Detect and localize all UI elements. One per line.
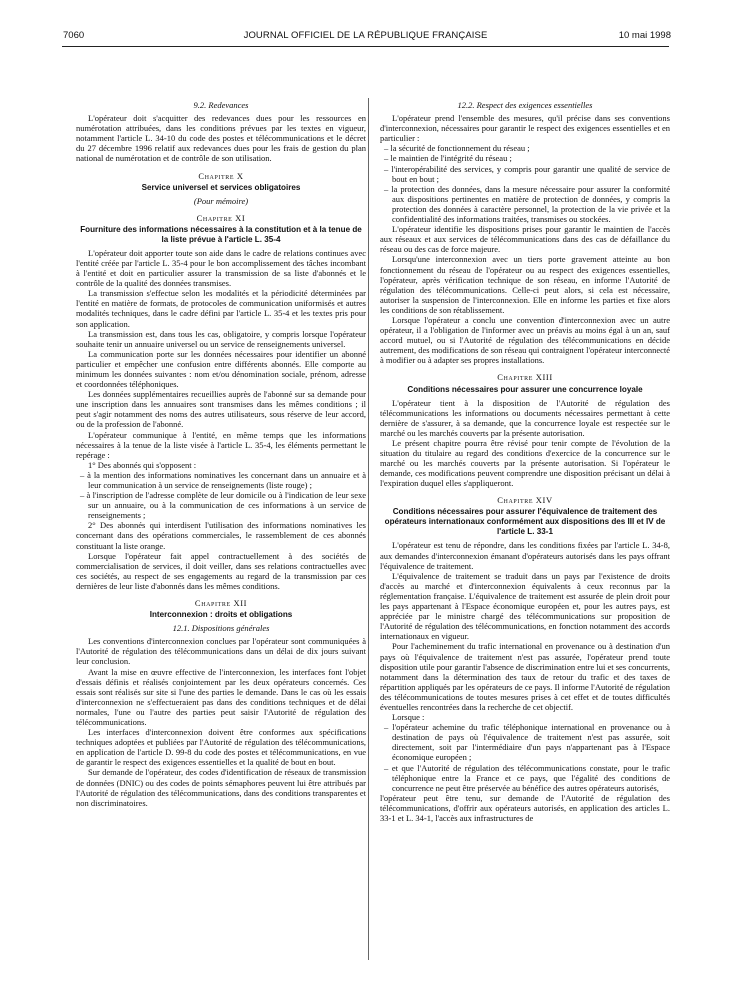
paragraph: L'opérateur est tenu de répondre, dans les conditions fixées par l'article L. 34-8, aux demandes d'interconnexion émanant d'opérateurs autorisés dans les pays offrant l'équivalence de traitement. bbox=[380, 540, 670, 571]
paragraph: Le présent chapitre pourra être révisé pour tenir compte de l'évolution de la situation du titulaire au regard des conditions d'exercice de la concurrence sur le marché ou les marchés couverts par la présente autorisation. Si l'opérateur le demande, ces modifications peuvent comprendre une disposition précisant un délai à l'expiration duquel elles s'appliqueront. bbox=[380, 437, 670, 489]
chapter-label-xi: Chapitre XI bbox=[196, 212, 246, 223]
paragraph: La transmission s'effectue selon les modalités et la périodicité déterminées par l'entité en matière de formats, de protocoles de communication uniformisés et autres modalités techniques, dans le cadre défini par l'article L. 35-4 et les textes pris pour son application. bbox=[76, 288, 366, 329]
list-item: – la sécurité de fonctionnement du réseau ; bbox=[384, 143, 530, 154]
chapter-label-xiii: Chapitre XIII bbox=[497, 372, 553, 383]
list-item: – la protection des données, dans la mesure nécessaire pour assurer la conformité aux dispositions pertinentes en matière de protection de données, y compris la protection des données à caractère personnel, la protection de la vie privée et la confidentialité des informations traitées, transmises ou stockées. bbox=[384, 183, 670, 225]
issue-date: 10 mai 1998 bbox=[618, 30, 671, 41]
paragraph: l'opérateur peut être tenu, sur demande de l'Autorité de régulation des télécommunications, d'offrir aux opérateurs autorisés, en application des articles L. 33-1 et L. 34-1, l'accès aux infrastructures de bbox=[380, 792, 670, 823]
paragraph: L'opérateur identifie les dispositions prises pour garantir le maintien de l'accès aux réseaux et aux services de télécommunications dans des cas de défaillance du réseau ou des cas de force majeure. bbox=[380, 224, 670, 255]
chapter-title-xii: Interconnexion : droits et obligations bbox=[149, 610, 293, 620]
paragraph: L'opérateur tient à la disposition de l'Autorité de régulation des télécommunications les informations ou documents nécessaires permettant à cette dernière de s'assurer, à sa demande, que la concurrence loyale est respectée sur le marché ou les marchés couverts par la présente autorisation. bbox=[380, 397, 670, 438]
paragraph: Les conventions d'interconnexion conclues par l'opérateur sont communiquées à l'Autorité de régulation des télécommunications dans un délai de dix jours suivant leur conclusion. bbox=[76, 636, 366, 667]
header-rule bbox=[62, 46, 669, 47]
paragraph: L'opérateur doit s'acquitter des redevances dues pour les ressources en numérotation attribuées, dans les conditions prévues par les textes en vigueur, notamment l'article L. 34-10 du code des postes et télécommunications et le décret du 27 décembre 1996 relatif aux redevances dues pour les frais de gestion du plan national de numérotation et de contrôle de son utilisation. bbox=[76, 113, 366, 164]
paragraph: Lorsqu'une interconnexion avec un tiers porte gravement atteinte au bon fonctionnement du réseau de l'opérateur ou au respect des exigences essentielles, l'opérateur, après vérification technique de son réseau, en informe l'Autorité de régulation des télécommunications. Celle-ci peut alors, si cela est nécessaire, autoriser la suspension de l'interconnexion. Elle en informe les parties et fixe alors les conditions de son rétablissement. bbox=[380, 254, 670, 315]
chapter-label-xii: Chapitre XII bbox=[194, 598, 248, 609]
paragraph: Les interfaces d'interconnexion doivent être conformes aux spécifications techniques adoptées et publiées par l'Autorité de régulation des télécommunications, en application de l'article D. 99-8 du code des postes et télécommunications, en vue de garantir le respect des exigences essentielles et la qualité de bout en bout. bbox=[76, 727, 366, 768]
paragraph: L'opérateur doit apporter toute son aide dans le cadre de relations continues avec l'entité créée par l'article L. 35-4 pour le bon accomplissement des tâches incombant à l'entité et doit en particulier assurer la transmission de sa liste d'abonnés et le contrôle de la qualité des données transmises. bbox=[76, 247, 366, 289]
right-column bbox=[380, 98, 670, 964]
paragraph: L'équivalence de traitement se traduit dans un pays par l'existence de droits d'accès au marché et d'interconnexion équivalents à ceux reconnus par la réglementation française. L'équivalence de traitement est assurée de plein droit pour les pays appartenant à l'Espace économique européen et, pour les autres pays, est appréciée par le ministre chargé des télécommunications sur proposition de l'Autorité de régulation des télécommunications, en fonction notamment des accords internationaux en vigueur. bbox=[380, 570, 670, 642]
section-title-12-1: 12.1. Dispositions générales bbox=[172, 623, 270, 634]
paragraph: Lorsque : bbox=[392, 712, 425, 723]
page-number: 7060 bbox=[63, 30, 85, 41]
paragraph: La communication porte sur les données nécessaires pour identifier un abonné particulier et empêcher une confusion entre différents abonnés. Elle comporte au minimum les données suivantes : nom et/ou dénomination sociale, prénom, adresse et coordonnées téléphoniques. bbox=[76, 348, 366, 390]
paragraph: Avant la mise en œuvre effective de l'interconnexion, les interfaces font l'objet d'essais définis et réalisés conjointement par les deux opérateurs concernés. Ces essais sont réalisés sur site si l'une des parties le demande. Dans le cas où les essais d'interconnexion ne s'effectueraient pas dans des conditions techniques et de délai normales, l'une ou l'autre des parties peut saisir l'Autorité de régulation des télécommunications. bbox=[76, 666, 366, 727]
paragraph: 2° Des abonnés qui interdisent l'utilisation des informations nominatives les concernant dans des opérations commerciales, le rassemblement de ces abonnés constituant la liste orange. bbox=[76, 520, 366, 551]
paragraph: Lorsque l'opérateur a conclu une convention d'interconnexion avec un autre opérateur, il a l'obligation de l'informer avec un préavis au moins égal à un an, sauf accord mutuel, ou si l'Autorité de régulation des télécommunications en décide autrement, des modifications de son réseau qui contraignent l'opérateur interconnecté à modifier ou à adapter ses propres installations. bbox=[380, 314, 670, 366]
paragraph: Sur demande de l'opérateur, des codes d'identification de réseaux de transmission de données (DNIC) ou des codes de points sémaphores peuvent lui être attribués par l'Autorité de régulation des télécommunications, dans des conditions transparentes et non discriminatoires. bbox=[76, 767, 366, 808]
chapter-title-xi: Fourniture des informations nécessaires à la constitution et à la tenue de la liste prévue à l'article L. 35-4 bbox=[80, 224, 362, 244]
chapter-title-xiv: Conditions nécessaires pour assurer l'équivalence de traitement des opérateurs internationaux conformément aux dispositions des III et IV de l'article L. 33-1 bbox=[384, 507, 666, 537]
column-divider bbox=[368, 98, 369, 960]
list-item: – l'interopérabilité des services, y compris pour garantir une qualité de service de bout en bout ; bbox=[384, 163, 670, 184]
page-header bbox=[0, 30, 731, 44]
list-item: – à l'inscription de l'adresse complète de leur domicile ou à l'indication de leur sexe sur un annuaire, ou à la communication de ces informations à un service de renseignements ; bbox=[80, 490, 366, 521]
paragraph: La transmission est, dans tous les cas, obligatoire, y compris lorsque l'opérateur souhaite tenir un annuaire universel ou un service de renseignements universel. bbox=[76, 328, 366, 349]
list-item: – et que l'Autorité de régulation des télécommunications constate, pour le trafic téléphonique entre la France et ce pays, que l'égalité des conditions de concurrence ne peut être préservée au bénéfice des autres opérateurs autorisés, bbox=[384, 762, 670, 793]
list-item: – à la mention des informations nominatives les concernant dans un annuaire et à leur communication à un service de renseignements (liste rouge) ; bbox=[80, 469, 366, 490]
paragraph: 1° Des abonnés qui s'opposent : bbox=[88, 459, 197, 470]
journal-title: JOURNAL OFFICIEL DE LA RÉPUBLIQUE FRANÇAISE bbox=[243, 30, 488, 41]
paragraph: Lorsque l'opérateur fait appel contractuellement à des sociétés de commercialisation de services, il doit veiller, dans ses relations contractuelles avec ces sociétés, au respect de ses engagements au regard de la transmission par ces dernières de leur liste d'abonnés dans les mêmes conditions. bbox=[76, 550, 366, 591]
chapter-memo: (Pour mémoire) bbox=[193, 195, 249, 206]
chapter-title-xiii: Conditions nécessaires pour assurer une concurrence loyale bbox=[407, 384, 643, 394]
paragraph: L'opérateur communique à l'entité, en même temps que les informations nécessaires à la tenue de la liste visée à l'article L. 35-4, les éléments permettant le repérage : bbox=[76, 429, 366, 460]
list-item: – l'opérateur achemine du trafic téléphonique international en provenance ou à destination de pays où l'équivalence de traitement n'est pas assurée, soit directement, soit par l'intermédiaire d'un pays n'appartenant pas à l'Espace économique européen ; bbox=[384, 722, 670, 763]
paragraph: Les données supplémentaires recueillies auprès de l'abonné sur sa demande pour une inscription dans les annuaires sont transmises dans les mêmes conditions ; il peut s'agir notamment des noms des autres utilisateurs, sous réserve de leur accord, ou de la profession de l'abonné. bbox=[76, 389, 366, 430]
paragraph: L'opérateur prend l'ensemble des mesures, qu'il précise dans ses conventions d'interconnexion, nécessaires pour garantir le respect des exigences essentielles et en particulier : bbox=[380, 113, 670, 144]
list-item: – le maintien de l'intégrité du réseau ; bbox=[384, 153, 512, 164]
chapter-label-x: Chapitre X bbox=[198, 170, 244, 181]
left-column bbox=[76, 98, 366, 964]
chapter-title-x: Service universel et services obligatoires bbox=[141, 182, 301, 192]
chapter-label-xiv: Chapitre XIV bbox=[497, 495, 553, 506]
paragraph: Pour l'acheminement du trafic international en provenance ou à destination d'un pays où l'équivalence de traitement n'est pas assurée, l'opérateur prend toute disposition utile pour garantir l'absence de discrimination entre lui et ses concurrents, notamment dans la détermination des taux de retour du trafic et des taxes de répartition appliqués par les opérateurs de ce pays. Il informe l'Autorité de régulation des télécommunications de toutes mesures prises à cet effet et de toutes difficultés éventuelles rencontrées dans la recherche de cet objectif. bbox=[380, 641, 670, 712]
section-title-9-2: 9.2. Redevances bbox=[193, 100, 249, 110]
section-title-12-2: 12.2. Respect des exigences essentielles bbox=[457, 100, 593, 110]
